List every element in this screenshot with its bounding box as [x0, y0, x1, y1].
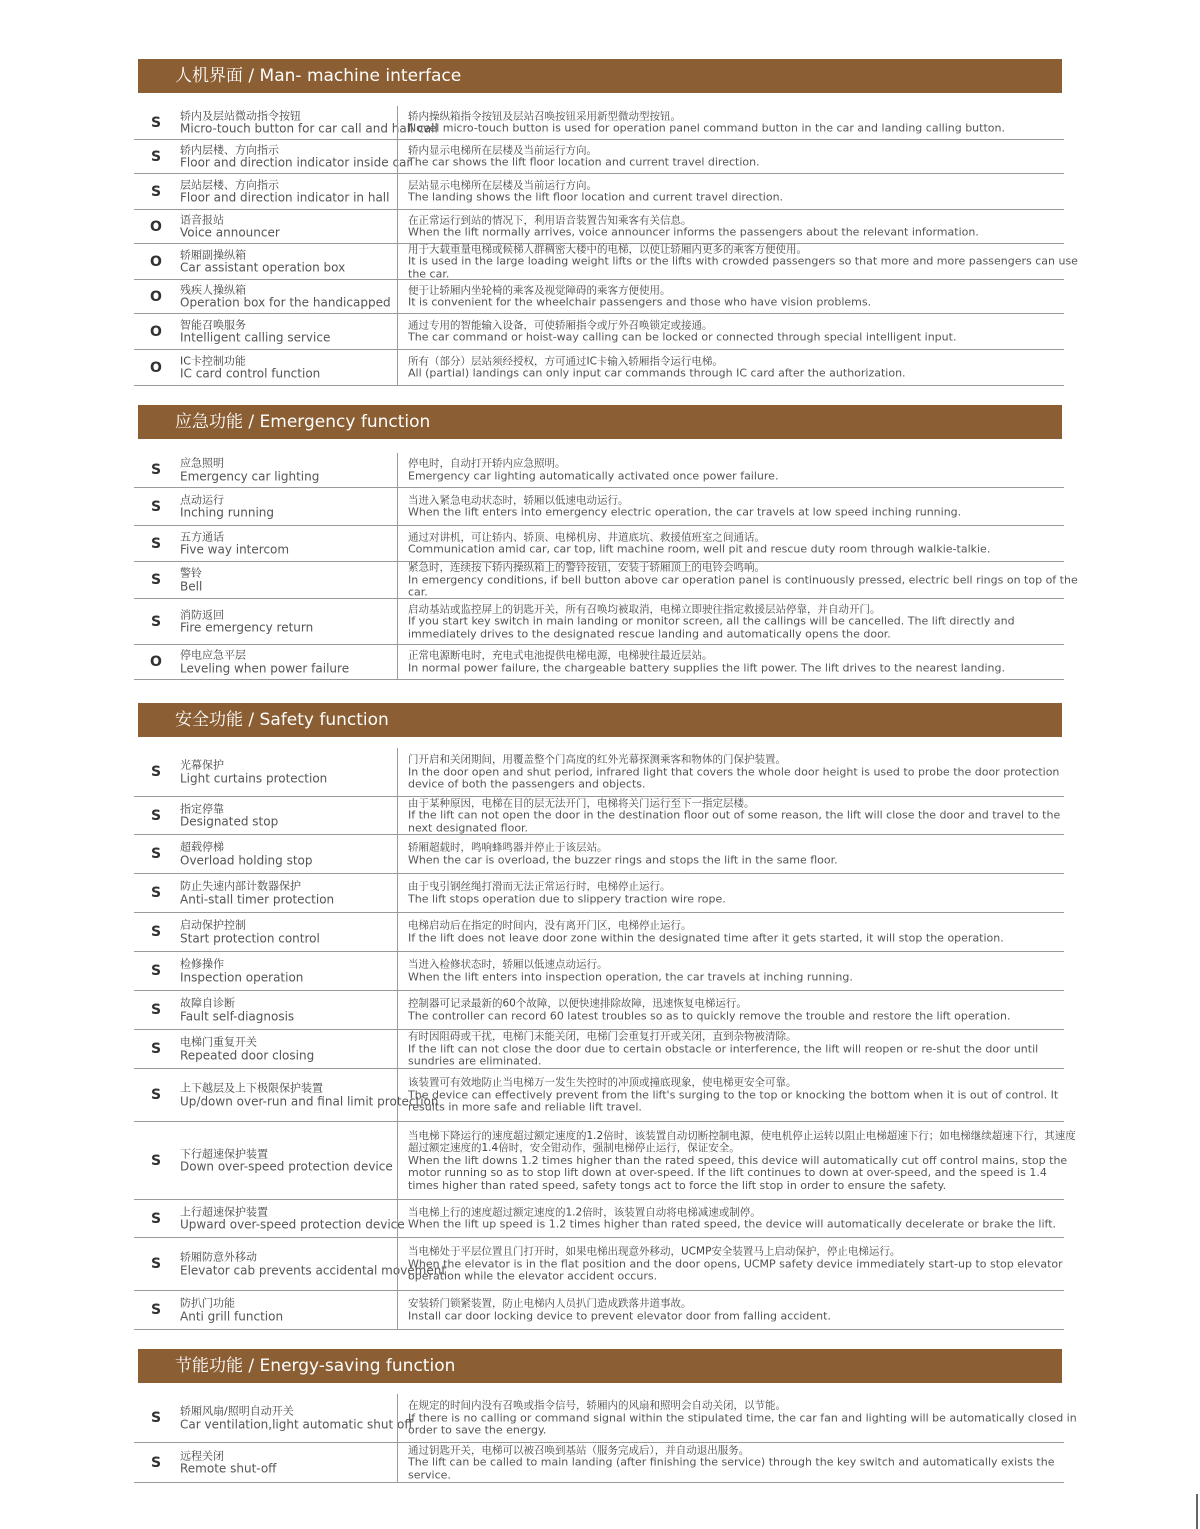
feature-name-en: Leveling when power failure — [180, 661, 350, 675]
feature-name-zh: 检修操作 — [180, 957, 224, 971]
feature-name — [180, 880, 394, 907]
feature-name-en: Anti grill function — [180, 1309, 284, 1323]
feature-name-en: Voice announcer — [180, 225, 280, 240]
feature-desc-en: If you start key switch in main landing or monitor screen, all the callings will be cancelled. The lift directly and immediately drives to the designated rescue landing and automatically opens the door. — [408, 614, 1015, 640]
availability-mark: S — [150, 535, 162, 552]
section-title-en: Safety function — [259, 710, 389, 730]
section-rows-safety — [134, 748, 1076, 1330]
table-row — [134, 1291, 1064, 1330]
feature-name-zh: 轿厢防意外移动 — [180, 1250, 257, 1264]
feature-description — [408, 179, 1080, 204]
feature-name — [180, 759, 394, 786]
feature-desc-en: Install car door locking device to prevent elevator door from falling accident. — [408, 1309, 831, 1322]
table-row — [134, 453, 1064, 488]
feature-desc-zh: 所有（部分）层站须经授权，方可通过IC卡输入轿厢指令运行电梯。 — [408, 355, 723, 367]
table-row — [134, 1030, 1064, 1069]
feature-name-en: Overload holding stop — [180, 853, 313, 867]
column-divider — [397, 1443, 398, 1482]
availability-mark: S — [150, 572, 162, 588]
feature-desc-en: When the lift downs 1.2 times higher than the rated speed, this device will automatically cut off control mains, stop the motor running so as to stop lift down at over-speed. If the lift continues to down at over-speed, and the speed is 1.4 times higher than rated speed, safety tongs act to force the lift stop in order to ensure the safety. — [408, 1153, 1068, 1192]
column-divider — [397, 797, 398, 834]
availability-mark: S — [150, 462, 162, 478]
feature-name-en: Fault self-diagnosis — [180, 1009, 295, 1023]
feature-description — [408, 110, 1080, 135]
section-header-man-machine: 人机界面 / Man- machine interface — [138, 59, 1062, 93]
feature-name — [180, 1147, 394, 1174]
column-divider — [397, 1200, 398, 1237]
feature-desc-zh: 通过钥匙开关，电梯可以被召唤到基站（服务完成后），并自动退出服务。 — [408, 1443, 750, 1456]
feature-name-en: Operation box for the handicapped — [180, 295, 391, 310]
feature-name — [180, 997, 394, 1024]
table-row — [134, 913, 1064, 952]
column-divider — [397, 1291, 398, 1329]
feature-desc-en: Novel micro-touch button is used for operation panel command button in the car and landing calling button. — [408, 121, 1005, 135]
feature-description — [408, 319, 1080, 344]
feature-name — [180, 318, 394, 345]
section-header-safety: 安全功能 / Safety function — [138, 703, 1062, 737]
feature-name-zh: 轿厢风扇/照明自动开关 — [180, 1404, 294, 1418]
feature-name-zh: 停电应急平层 — [180, 648, 246, 662]
table-row — [134, 991, 1064, 1030]
feature-name-en: Fire emergency return — [180, 620, 314, 635]
feature-description — [408, 355, 1080, 380]
feature-name-zh: 防止失速内部计数器保护 — [180, 879, 301, 893]
availability-mark: S — [150, 1302, 162, 1318]
feature-name-zh: 语音报站 — [180, 213, 224, 226]
column-divider — [397, 453, 398, 487]
feature-name-en: Anti-stall timer protection — [180, 892, 335, 906]
column-divider — [397, 562, 398, 598]
feature-name — [180, 283, 394, 310]
column-divider — [397, 140, 398, 173]
column-divider — [397, 106, 398, 139]
feature-name-zh: 防扒门功能 — [180, 1296, 235, 1310]
feature-name-en: Micro-touch button for car call and hall call — [180, 121, 438, 136]
column-divider — [397, 1122, 398, 1199]
feature-desc-zh: 该装置可有效地防止当电梯万一发生失控时的冲顶或撞底现象，使电梯更安全可靠。 — [408, 1076, 797, 1089]
feature-name-zh: 应急照明 — [180, 456, 224, 470]
feature-name-zh: 五方通话 — [180, 530, 224, 543]
section-rows-emergency — [134, 453, 1078, 680]
feature-name-en: Floor and direction indicator inside car — [180, 155, 412, 170]
feature-description — [408, 1206, 1080, 1231]
availability-mark: S — [150, 183, 162, 200]
feature-name-zh: IC卡控制功能 — [180, 354, 246, 367]
feature-desc-zh: 有时因阻碍或干扰，电梯门未能关闭，电梯门会重复打开或关闭，直到杂物被清除。 — [408, 1030, 797, 1043]
availability-mark: S — [150, 498, 162, 515]
feature-desc-zh: 通过对讲机，可让轿内、轿顶、电梯机房、井道底坑、救援值班室之间通话。 — [408, 531, 765, 543]
feature-desc-en: If the lift can not close the door due to certain obstacle or interference, the lift will reopen or re-shut the door until sundries are eliminated. — [408, 1041, 1039, 1068]
column-divider — [397, 991, 398, 1029]
section-title-zh: 人机界面 — [175, 66, 243, 86]
column-divider — [397, 174, 398, 209]
availability-mark: O — [150, 654, 162, 670]
feature-name-zh: 智能召唤服务 — [180, 318, 246, 331]
section-title-en: Man- machine interface — [259, 66, 462, 86]
feature-desc-zh: 门开启和关闭期间，用覆盖整个门高度的红外光幕探测乘客和物体的门保护装置。 — [408, 753, 786, 766]
feature-description — [408, 561, 1080, 599]
availability-mark: S — [150, 1002, 162, 1018]
column-divider — [397, 952, 398, 990]
availability-mark: O — [150, 253, 162, 270]
feature-name — [180, 178, 394, 205]
availability-mark: O — [150, 359, 162, 376]
table-row — [134, 280, 1064, 314]
feature-desc-en: When the lift normally arrives, voice announcer informs the passengers about the relevant information. — [408, 225, 979, 239]
column-divider — [397, 835, 398, 873]
feature-desc-zh: 由于某种原因，电梯在目的层无法开门，电梯将关门运行至下一指定层楼。 — [408, 796, 755, 809]
table-row — [134, 106, 1064, 140]
table-row — [134, 797, 1064, 835]
feature-name — [180, 354, 394, 381]
feature-desc-en: Emergency car lighting automatically activated once power failure. — [408, 469, 779, 482]
feature-description — [408, 494, 1080, 519]
feature-desc-zh: 在正常运行到站的情况下，利用语音装置告知乘客有关信息。 — [408, 214, 692, 226]
feature-desc-en: The car command or hoist-way calling can be locked or connected through special intelligent input. — [408, 330, 957, 344]
feature-desc-zh: 便于让轿厢内坐轮椅的乘客及视觉障碍的乘客方便使用。 — [408, 284, 671, 296]
table-row — [134, 174, 1064, 210]
feature-desc-zh: 正常电源断电时，充电式电池提供电梯电源，电梯驶往最近层站。 — [408, 649, 713, 662]
feature-name-zh: 消防返回 — [180, 608, 224, 621]
feature-description — [408, 1298, 1080, 1323]
feature-description — [408, 920, 1080, 945]
feature-name-en: Down over-speed protection device — [180, 1159, 393, 1174]
feature-description — [408, 1245, 1080, 1283]
feature-desc-zh: 用于大载重量电梯或候梯人群稠密大楼中的电梯，以使让轿厢内更多的乘客方便使用。 — [408, 242, 807, 255]
column-divider — [397, 1069, 398, 1121]
availability-mark: S — [150, 807, 162, 824]
feature-desc-zh: 轿厢超载时，鸣响蜂鸣器并停止于该层站。 — [408, 841, 608, 854]
feature-name-en: Repeated door closing — [180, 1048, 315, 1062]
feature-desc-en: When the lift up speed is 1.2 times higher than rated speed, the device will automatically decelerate or brake the lift. — [408, 1217, 1057, 1231]
column-divider — [397, 314, 398, 349]
column-divider — [397, 526, 398, 561]
feature-desc-en: The controller can record 60 latest troubles so as to quickly remove the trouble and restore the lift operation. — [408, 1009, 1011, 1022]
feature-name — [180, 1081, 439, 1109]
section-title-en: Energy-saving function — [259, 1356, 456, 1376]
feature-name-zh: 轿内及层站微动指令按钮 — [180, 109, 301, 122]
feature-name — [180, 567, 394, 594]
feature-name-en: Car ventilation,light automatic shut off — [180, 1417, 413, 1431]
feature-name — [180, 919, 394, 946]
feature-name-zh: 上下越层及上下极限保护装置 — [180, 1081, 323, 1095]
feature-name-en: Bell — [180, 579, 203, 593]
table-row — [134, 645, 1064, 680]
feature-name-en: Light curtains protection — [180, 771, 328, 785]
table-row — [134, 1238, 1064, 1291]
feature-desc-zh: 电梯启动后在指定的时间内，没有离开门区，电梯停止运行。 — [408, 919, 692, 932]
feature-desc-zh: 当电梯上行的速度超过额定速度的1.2倍时，该装置自动将电梯减速或制停。 — [408, 1206, 761, 1218]
availability-mark: S — [150, 924, 162, 940]
section-title-en: Emergency function — [259, 412, 431, 432]
feature-desc-en: When the elevator is in the flat position and the door opens, UCMP safety device immediately start-up to stop elevator operation while the elevator accident occurs. — [408, 1256, 1063, 1283]
feature-description — [408, 284, 1080, 309]
column-divider — [397, 210, 398, 243]
availability-mark: S — [150, 1210, 162, 1227]
feature-description — [408, 959, 1080, 984]
feature-name — [180, 1449, 394, 1476]
section-rows-energy — [134, 1394, 1077, 1483]
feature-desc-zh: 当电梯处于平层位置且门打开时，如果电梯出现意外移动，UCMP安全装置马上启动保护，停止电梯运行。 — [408, 1245, 901, 1258]
table-row — [134, 748, 1064, 797]
feature-name-en: Intelligent calling service — [180, 330, 331, 345]
feature-name — [180, 608, 394, 635]
feature-desc-zh: 层站显示电梯所在层楼及当前运行方向。 — [408, 179, 597, 191]
feature-description — [408, 797, 1080, 835]
column-divider — [397, 244, 398, 279]
table-row — [134, 1122, 1076, 1200]
column-divider — [397, 599, 398, 644]
feature-desc-zh: 通过专用的智能输入设备，可使轿厢指令或厅外召唤锁定或接通。 — [408, 319, 713, 331]
feature-desc-en: If the lift does not leave door zone within the designated time after it gets started, it will stop the operation. — [408, 931, 1004, 944]
feature-name — [180, 143, 412, 170]
table-row — [134, 1069, 1064, 1122]
feature-description — [408, 243, 1080, 281]
feature-description — [408, 881, 1080, 906]
table-row — [134, 210, 1064, 244]
feature-name-en: Car assistant operation box — [180, 260, 346, 275]
column-divider — [397, 874, 398, 912]
availability-mark: S — [150, 1410, 162, 1426]
feature-desc-en: All (partial) landings can only input car commands through IC card after the authorization. — [408, 366, 906, 380]
feature-description — [408, 531, 1080, 556]
feature-name-zh: 下行超速保护装置 — [180, 1147, 268, 1160]
availability-mark: S — [150, 1152, 162, 1169]
section-title-zh: 应急功能 — [175, 412, 243, 432]
feature-name-zh: 残疾人操纵箱 — [180, 283, 246, 296]
feature-desc-zh: 停电时，自动打开轿内应急照明。 — [408, 457, 566, 470]
feature-name-zh: 超载停梯 — [180, 840, 224, 854]
feature-desc-zh: 控制器可记录最新的60个故障，以便快速排除故障，迅速恢复电梯运行。 — [408, 997, 747, 1010]
section-rows-man-machine — [134, 106, 1078, 386]
section-title-zh: 安全功能 — [175, 710, 243, 730]
page-edge-mark — [1196, 1494, 1198, 1529]
feature-desc-zh: 启动基站或监控屏上的钥匙开关，所有召唤均被取消，电梯立即驶往指定救援层站停靠，并自动开门。 — [408, 602, 881, 615]
feature-name-en: Floor and direction indicator in hall — [180, 190, 390, 205]
availability-mark: S — [150, 1454, 162, 1471]
feature-name-zh: 层站层楼、方向指示 — [180, 178, 279, 191]
availability-mark: S — [150, 114, 162, 131]
feature-desc-zh: 轿内显示电梯所在层楼及当前运行方向。 — [408, 144, 597, 156]
feature-name-zh: 指定停靠 — [180, 802, 224, 815]
table-row — [134, 1394, 1077, 1443]
feature-name — [180, 958, 394, 985]
feature-name — [180, 649, 394, 676]
column-divider — [397, 645, 398, 679]
feature-name-zh: 轿内层楼、方向指示 — [180, 143, 279, 156]
feature-name — [180, 1205, 405, 1232]
feature-desc-en: It is used in the large loading weight lifts or the lifts with crowded passengers so that more and more passengers can use the car. — [408, 254, 1078, 280]
table-row — [134, 1200, 1064, 1238]
feature-description — [408, 842, 1080, 867]
feature-desc-en: In the door open and shut period, infrared light that covers the whole door height is used to probe the door protection device of both the passengers and objects. — [408, 764, 1060, 791]
feature-name-en: Upward over-speed protection device — [180, 1217, 405, 1232]
table-row — [134, 242, 1078, 280]
availability-mark: S — [150, 764, 162, 780]
feature-desc-en: If there is no calling or command signal within the stipulated time, the car fan and lighting will be automatically closed in order to save the energy. — [408, 1410, 1077, 1437]
column-divider — [397, 1238, 398, 1290]
feature-desc-en: In normal power failure, the chargeable battery supplies the lift power. The lift drives to the nearest landing. — [408, 661, 1006, 674]
feature-name — [180, 213, 394, 240]
feature-name-zh: 点动运行 — [180, 493, 224, 506]
feature-description — [408, 1076, 1080, 1114]
feature-name — [180, 1036, 394, 1063]
availability-mark: O — [150, 323, 162, 340]
feature-description — [408, 753, 1080, 791]
availability-mark: S — [150, 846, 162, 862]
table-row — [134, 561, 1078, 599]
feature-name-zh: 上行超速保护装置 — [180, 1205, 268, 1218]
table-row — [134, 874, 1064, 913]
feature-name — [180, 457, 394, 484]
feature-name-en: Inching running — [180, 505, 275, 520]
feature-name-en: Emergency car lighting — [180, 469, 320, 483]
feature-description — [408, 144, 1080, 169]
feature-name — [180, 530, 394, 557]
feature-name-zh: 远程关闭 — [180, 1449, 224, 1462]
feature-description — [408, 458, 1080, 483]
column-divider — [397, 488, 398, 525]
feature-name-zh: 电梯门重复开关 — [180, 1035, 257, 1049]
table-row — [134, 140, 1064, 174]
feature-name — [180, 248, 394, 275]
feature-description — [408, 1444, 1080, 1482]
availability-mark: S — [150, 1256, 162, 1272]
feature-name-en: Start protection control — [180, 931, 320, 945]
feature-name-en: Inspection operation — [180, 970, 304, 984]
feature-name — [180, 841, 394, 868]
feature-desc-en: If the lift can not open the door in the destination floor out of some reason, the lift will close the door and travel to the next designated floor. — [408, 808, 1061, 834]
availability-mark: S — [150, 1041, 162, 1057]
availability-mark: S — [150, 613, 162, 630]
table-row — [134, 835, 1064, 874]
feature-name — [180, 1404, 413, 1432]
feature-name-zh: 故障自诊断 — [180, 996, 235, 1010]
feature-name-en: Remote shut-off — [180, 1461, 277, 1476]
feature-name-zh: 光幕保护 — [180, 758, 224, 772]
feature-name-zh: 启动保护控制 — [180, 918, 246, 932]
availability-mark: S — [150, 963, 162, 979]
column-divider — [397, 280, 398, 313]
table-row — [134, 488, 1064, 526]
feature-description — [408, 214, 1080, 239]
feature-name — [180, 109, 438, 136]
feature-description — [408, 998, 1080, 1023]
feature-desc-en: The landing shows the lift floor location and current travel direction. — [408, 190, 784, 204]
column-divider — [397, 913, 398, 951]
feature-description — [408, 1399, 1080, 1437]
feature-desc-zh: 在规定的时间内没有召唤或指令信号，轿厢内的风扇和照明会自动关闭，以节能。 — [408, 1399, 786, 1412]
column-divider — [397, 1030, 398, 1068]
feature-desc-en: It is convenient for the wheelchair passengers and those who have vision problems. — [408, 295, 872, 309]
feature-desc-zh: 安装轿门锁紧装置，防止电梯内人员扒门造成跌落井道事故。 — [408, 1297, 692, 1310]
feature-name — [180, 1250, 447, 1278]
feature-desc-zh: 由于曳引钢丝绳打滑而无法正常运行时，电梯停止运行。 — [408, 880, 671, 893]
section-title-zh: 节能功能 — [175, 1356, 243, 1376]
feature-name-zh: 警铃 — [180, 566, 202, 580]
feature-desc-zh: 紧急时，连续按下轿内操纵箱上的警铃按钮，安装于轿厢顶上的电铃会鸣响。 — [408, 561, 765, 574]
section-header-energy: 节能功能 / Energy-saving function — [138, 1349, 1062, 1383]
feature-desc-en: The car shows the lift floor location and current travel direction. — [408, 155, 760, 169]
feature-name-en: IC card control function — [180, 366, 321, 381]
feature-desc-en: When the lift enters into emergency electric operation, the car travels at low speed inching running. — [408, 505, 962, 519]
feature-name — [180, 802, 394, 829]
column-divider — [397, 748, 398, 796]
feature-desc-en: When the lift enters into inspection operation, the car travels at inching running. — [408, 970, 853, 983]
table-row — [134, 314, 1064, 350]
section-header-emergency: 应急功能 / Emergency function — [138, 405, 1062, 439]
feature-description — [408, 1129, 1080, 1192]
feature-desc-en: The lift stops operation due to slippery traction wire rope. — [408, 892, 726, 905]
availability-mark: O — [150, 218, 162, 235]
feature-desc-en: Communication amid car, car top, lift machine room, well pit and rescue duty room through walkie-talkie. — [408, 542, 991, 556]
feature-desc-en: The device can effectively prevent from the lift's surging to the top or knocking the bottom when it is out of control. It results in more safe and reliable lift travel. — [408, 1087, 1059, 1114]
availability-mark: O — [150, 288, 162, 305]
feature-name — [180, 493, 394, 520]
column-divider — [397, 1394, 398, 1442]
availability-mark: S — [150, 1087, 162, 1103]
feature-description — [408, 650, 1080, 675]
feature-name-en: Designated stop — [180, 814, 279, 829]
column-divider — [397, 350, 398, 385]
feature-name-en: Five way intercom — [180, 542, 290, 557]
availability-mark: S — [150, 148, 162, 165]
feature-description — [408, 603, 1080, 641]
table-row — [134, 1443, 1064, 1483]
table-row — [134, 599, 1064, 645]
feature-name — [180, 1297, 394, 1324]
feature-desc-zh: 轿内操纵箱指令按钮及层站召唤按钮采用新型微动型按钮。 — [408, 110, 681, 122]
feature-name-en: Elevator cab prevents accidental movement — [180, 1263, 447, 1277]
table-row — [134, 350, 1064, 386]
feature-name-zh: 轿厢副操纵箱 — [180, 248, 246, 261]
feature-desc-zh: 当进入紧急电动状态时，轿厢以低速电动运行。 — [408, 494, 629, 506]
feature-name-en: Up/down over-run and final limit protection — [180, 1094, 439, 1108]
feature-desc-en: In emergency conditions, if bell button above car operation panel is continuously pressed, electric bell rings on top of the car. — [408, 572, 1078, 599]
table-row — [134, 952, 1064, 991]
feature-description — [408, 1030, 1080, 1068]
availability-mark: S — [150, 885, 162, 901]
feature-desc-zh: 当电梯下降运行的速度超过额定速度的1.2倍时，该装置自动切断控制电源，使电机停止运转以阻止电梯超速下行；如电梯继续超速下行，其速度超过额定速度的1.4倍时，安全钳动作，强制电梯停止运行，保证安全。 — [408, 1129, 1076, 1154]
feature-desc-en: The lift can be called to main landing (after finishing the service) through the key switch and automatically exists the service. — [408, 1455, 1055, 1481]
feature-desc-zh: 当进入检修状态时，轿厢以低速点动运行。 — [408, 958, 608, 971]
table-row — [134, 526, 1064, 562]
feature-desc-en: When the car is overload, the buzzer rings and stops the lift in the same floor. — [408, 853, 838, 866]
